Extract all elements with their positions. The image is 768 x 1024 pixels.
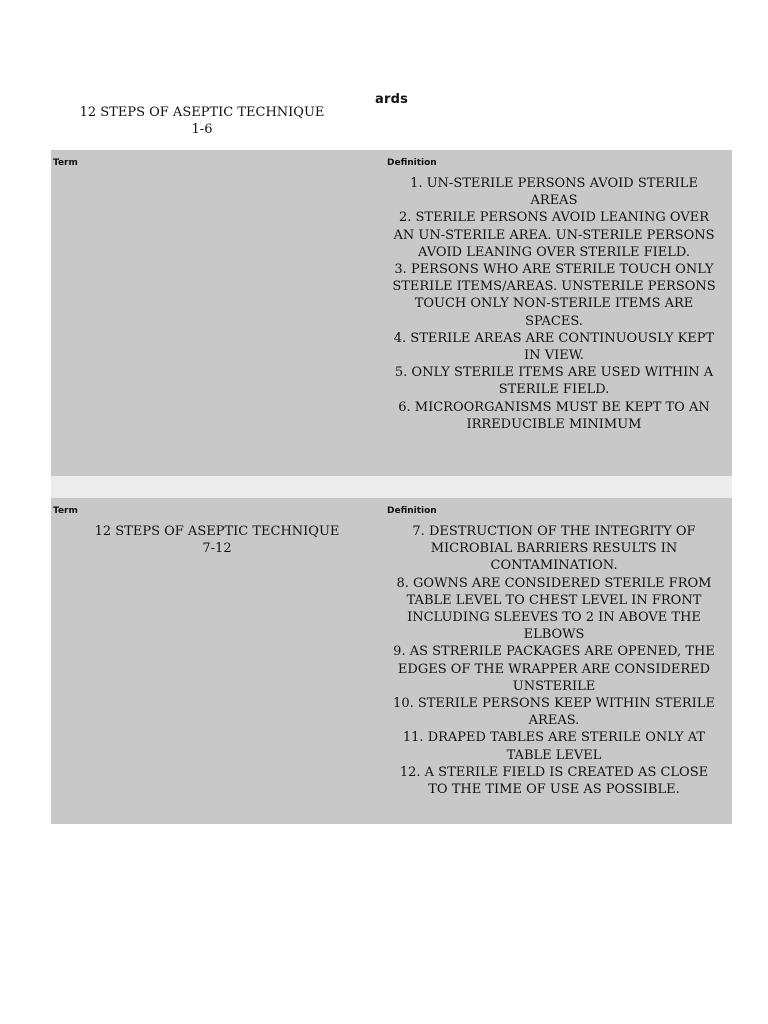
definition-label: Definition [387,506,437,516]
definition-text [389,175,719,433]
flashcard-2 [51,498,732,824]
header-fragment: ards [375,92,409,107]
definition-item: 7. DESTRUCTION OF THE INTEGRITY OF MICROBIAL BARRIERS RESULTS IN CONTAMINATION. [412,524,696,574]
term-text: 12 STEPS OF ASEPTIC TECHNIQUE 7-12 [94,524,340,556]
term-label: Term [53,158,78,168]
definition-item: 11. DRAPED TABLES ARE STERILE ONLY AT TABLE LEVEL [402,730,706,763]
definition-item: 9. AS STRERILE PACKAGES ARE OPENED, THE EDGES OF THE WRAPPER ARE CONSIDERED UNSTERILE [393,644,715,694]
definition-text [389,523,719,798]
definition-item: 12. A STERILE FIELD IS CREATED AS CLOSE TO THE TIME OF USE AS POSSIBLE. [399,764,709,798]
definition-label: Definition [387,158,437,168]
card-separator [51,476,732,498]
definition-item: 5. ONLY STERILE ITEMS ARE USED WITHIN A STERILE FIELD. [394,365,714,398]
definition-item: 3. PERSONS WHO ARE STERILE TOUCH ONLY STERILE ITEMS/AREAS. UNSTERILE PERSONS TOUCH ONLY NON-STERILE ITEMS ARE SPACES. [392,262,716,329]
definition-item: 2. STERILE PERSONS AVOID LEANING OVER AN UN-STERILE AREA. UN-STERILE PERSONS AVOID LEANING OVER STERILE FIELD. [393,210,715,260]
card-1-front-title: 12 STEPS OF ASEPTIC TECHNIQUE 1-6 [79,105,325,137]
definition-item: 8. GOWNS ARE CONSIDERED STERILE FROM TABLE LEVEL TO CHEST LEVEL IN FRONT INCLUDING SLEEVES TO 2 IN ABOVE THE ELBOWS [396,575,712,643]
term-label: Term [53,506,78,516]
flashcard-1 [51,150,732,476]
definition-item: 10. STERILE PERSONS KEEP WITHIN STERILE AREAS. [393,696,715,729]
definition-item: 6. MICROORGANISMS MUST BE KEPT TO AN IRREDUCIBLE MINIMUM [398,399,710,432]
definition-item: 1. UN-STERILE PERSONS AVOID STERILE AREAS [410,176,698,209]
definition-item: 4. STERILE AREAS ARE CONTINUOUSLY KEPT IN VIEW. [393,330,715,364]
